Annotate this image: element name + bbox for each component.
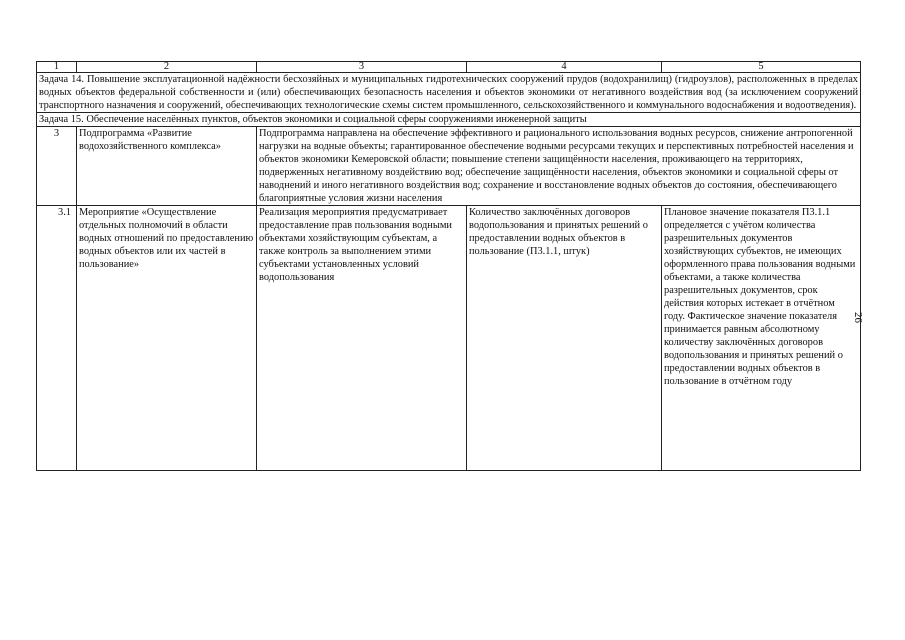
header-col-2: 2 — [77, 62, 257, 73]
header-row — [37, 62, 861, 73]
row-3-1-indicator: Количество заключённых договоров водопользования и принятых решений о предоставлении водных объектов в пользование (П3.1.1, штук) — [467, 206, 662, 471]
row-3-description: Подпрограмма направлена на обеспечение эффективного и рационального использования водных ресурсов, снижение антропогенной нагрузки на водные объекты; гарантированное обеспечение водными ресурсами текущих и перспективных потребностей населения и объектов экономики Кемеровской области; повышение степени защищённости населения, проживающего на территориях, подверженных негативному воздействию вод; обеспечение защищённости населения, объектов экономики и социальной сферы от наводнений и иного негативного воздействия вод; сохранение и восстановление водных объектов до состояния, обеспечивающего благоприятные условия жизни населения — [257, 127, 861, 206]
table-row — [37, 206, 861, 471]
row-3-number: 3 — [37, 127, 77, 206]
row-3-1-number: 3.1 — [37, 206, 77, 471]
header-col-1: 1 — [37, 62, 77, 73]
row-3-1-method: Плановое значение показателя П3.1.1 определяется с учётом количества разрешительных документов хозяйствующих субъектов, не имеющих оформленного права пользования водными объектами, а также количества разрешительных документов, срок действия которых истекает в отчётном году. Фактическое значение показателя принимается равным абсолютному количеству заключённых договоров водопользования и принятых решений о предоставлении водных объектов в пользование в отчётном году — [662, 206, 861, 471]
task-15-text: Задача 15. Обеспечение населённых пунктов, объектов экономики и социальной сферы сооружениями инженерной защиты — [37, 113, 861, 127]
row-3-1-name: Мероприятие «Осуществление отдельных полномочий в области водных отношений по предоставлению водных объектов или их частей в пользование» — [77, 206, 257, 471]
header-col-4: 4 — [467, 62, 662, 73]
task-15-row — [37, 113, 861, 127]
task-14-text: Задача 14. Повышение эксплуатационной надёжности бесхозяйных и муниципальных гидротехнических сооружений прудов (водохранилищ) (гидроузлов), расположенных в пределах водных объектов федеральной собственности и (или) обеспечивающих безопасность населения и объектов экономики от негативного воздействия вод (за исключением сооружений транспортного назначения и сооружений, обеспечивающих технологические схемы систем промышленного, сельскохозяйственного и коммунального водоснабжения и водоотведения). — [37, 73, 861, 113]
program-table — [36, 61, 861, 471]
header-col-5: 5 — [662, 62, 861, 73]
table-row — [37, 127, 861, 206]
page-number: 26 — [852, 312, 864, 323]
row-3-name: Подпрограмма «Развитие водохозяйственного комплекса» — [77, 127, 257, 206]
header-col-3: 3 — [257, 62, 467, 73]
task-14-row — [37, 73, 861, 113]
row-3-1-description: Реализация мероприятия предусматривает предоставление прав пользования водными объектами хозяйствующим субъектам, а также контроль за выполнением этими субъектами установленных условий водопользования — [257, 206, 467, 471]
